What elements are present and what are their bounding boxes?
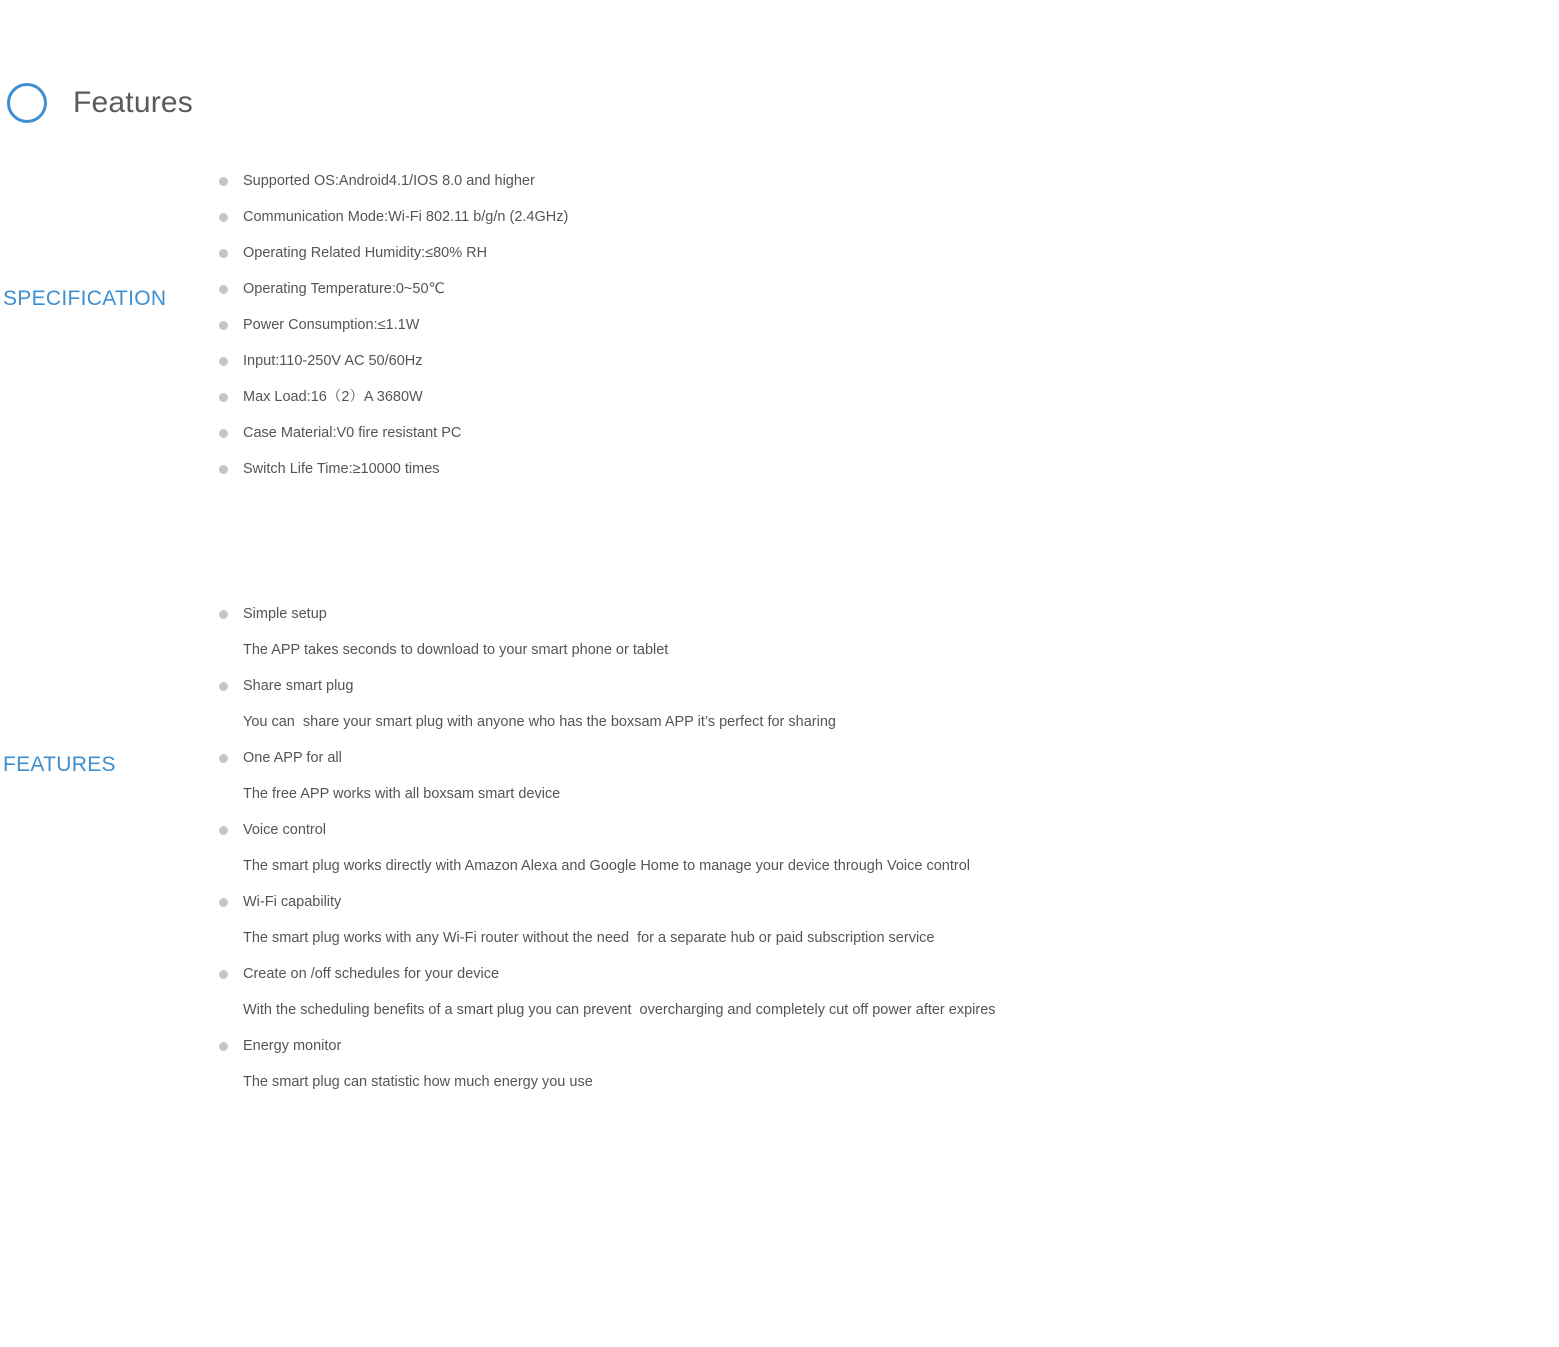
feature-description: The APP takes seconds to download to your smart phone or tablet bbox=[243, 642, 669, 658]
feature-title: One APP for all bbox=[243, 750, 342, 766]
bullet-icon bbox=[219, 826, 228, 835]
feature-description: The smart plug works directly with Amazon Alexa and Google Home to manage your device through Voice control bbox=[243, 858, 970, 874]
feature-title: Energy monitor bbox=[243, 1038, 342, 1054]
spec-item-text: Supported OS:Android4.1/IOS 8.0 and higher bbox=[243, 173, 535, 189]
page-header bbox=[7, 82, 193, 124]
feature-title: Simple setup bbox=[243, 606, 327, 622]
bullet-icon bbox=[219, 249, 228, 258]
spec-item-text: Communication Mode:Wi-Fi 802.11 b/g/n (2.4GHz) bbox=[243, 209, 569, 225]
feature-description: With the scheduling benefits of a smart plug you can prevent overcharging and completely cut off power after expires bbox=[243, 1002, 996, 1018]
feature-title: Wi-Fi capability bbox=[243, 894, 342, 910]
bullet-icon bbox=[219, 1042, 228, 1051]
bullet-icon bbox=[219, 465, 228, 474]
bullet-icon bbox=[219, 898, 228, 907]
bullet-icon bbox=[219, 321, 228, 330]
bullet-icon bbox=[219, 285, 228, 294]
spec-item-text: Input:110-250V AC 50/60Hz bbox=[243, 353, 423, 369]
features-heading: FEATURES bbox=[3, 753, 116, 776]
circle-icon bbox=[7, 83, 47, 123]
bullet-icon bbox=[219, 213, 228, 222]
feature-description: The smart plug works with any Wi-Fi router without the need for a separate hub or paid subscription service bbox=[243, 930, 935, 946]
specification-heading: SPECIFICATION bbox=[3, 287, 167, 310]
bullet-icon bbox=[219, 754, 228, 763]
feature-title: Create on /off schedules for your device bbox=[243, 966, 500, 982]
bullet-icon bbox=[219, 682, 228, 691]
feature-description: The free APP works with all boxsam smart device bbox=[243, 786, 561, 802]
feature-title: Share smart plug bbox=[243, 678, 354, 694]
spec-item-text: Switch Life Time:≥10000 times bbox=[243, 461, 440, 477]
bullet-icon bbox=[219, 393, 228, 402]
bullet-icon bbox=[219, 970, 228, 979]
spec-item-text: Max Load:16（2）A 3680W bbox=[243, 389, 423, 405]
feature-description: The smart plug can statistic how much energy you use bbox=[243, 1074, 593, 1090]
feature-description: You can share your smart plug with anyone who has the boxsam APP it’s perfect for sharing bbox=[243, 714, 836, 730]
bullet-icon bbox=[219, 429, 228, 438]
bullet-icon bbox=[219, 357, 228, 366]
spec-item-text: Operating Related Humidity:≤80% RH bbox=[243, 245, 488, 261]
bullet-icon bbox=[219, 177, 228, 186]
spec-item-text: Case Material:V0 fire resistant PC bbox=[243, 425, 462, 441]
bullet-icon bbox=[219, 610, 228, 619]
spec-item-text: Operating Temperature:0~50℃ bbox=[243, 281, 445, 297]
feature-title: Voice control bbox=[243, 822, 327, 838]
page-title: Features bbox=[73, 86, 193, 119]
spec-item-text: Power Consumption:≤1.1W bbox=[243, 317, 420, 333]
